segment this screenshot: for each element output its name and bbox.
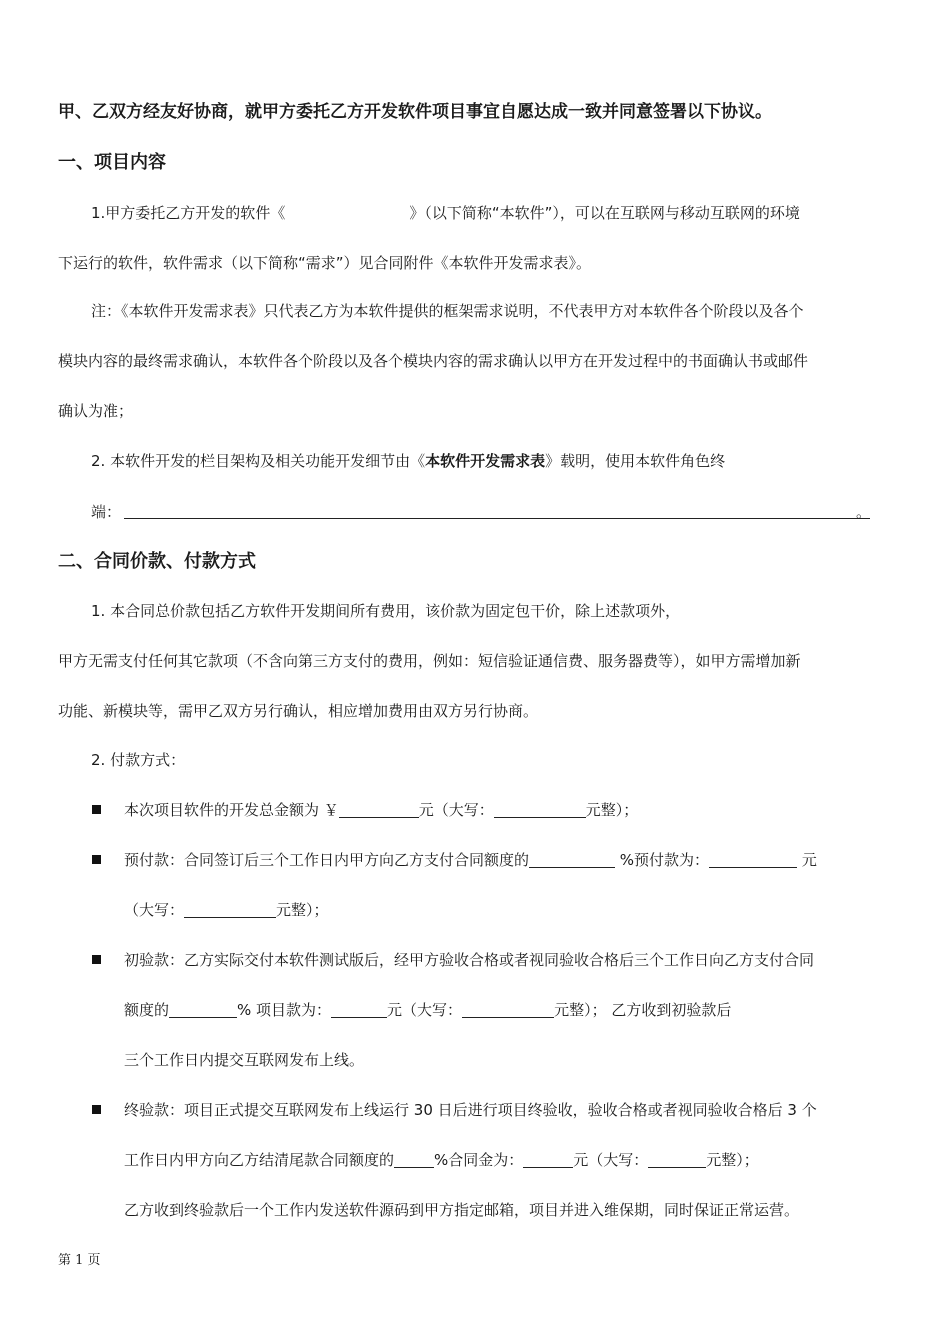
final-uppercase-blank[interactable] [648,1151,706,1168]
bullet-2-line2 [124,899,329,921]
b1-text-b: 元（大写： [418,801,494,819]
b3-line2-b: % 项目款为： [237,1001,332,1019]
s1-p2-line1-a: 2. 本软件开发的栏目架构及相关功能开发细节由《 [91,452,426,470]
b3-line2-a: 额度的 [124,1001,170,1019]
b2-line2-b: 元整）； [276,901,329,919]
s2-p1-line3: 功能、新模块等，需甲乙双方另行确认，相应增加费用由双方另行协商。 [58,702,539,720]
s1-p1-line1 [91,202,800,224]
s2-p2-heading: 2. 付款方式： [91,751,186,769]
s2-p1-line1: 1. 本合同总价款包括乙方软件开发期间所有费用，该价款为固定包干价，除上述款项外， [91,602,681,620]
total-amount-uppercase-blank[interactable] [494,801,586,818]
bullet-3-line3: 三个工作日内提交互联网发布上线。 [124,1051,365,1069]
s1-p2-line1 [91,450,725,472]
s1-note-line2: 模块内容的最终需求确认，本软件各个阶段以及各个模块内容的需求确认以甲方在开发过程中的书面确认书或邮件 [58,352,809,370]
bullet-4-line1: 终验款：项目正式提交互联网发布上线运行 30 日后进行项目终验收，验收合格或者视同验收合格后 3 个 [124,1101,817,1119]
total-amount-blank[interactable] [339,801,419,818]
initial-amount-blank[interactable] [331,1001,387,1018]
section1-heading: 一、项目内容 [58,152,166,173]
initial-uppercase-blank[interactable] [462,1001,554,1018]
prepay-uppercase-blank[interactable] [184,901,276,918]
bullet-4-line2 [124,1149,759,1171]
s1-p1-line1-a: 1.甲方委托乙方开发的软件《 [91,204,286,222]
b3-line2-d: 元整）； 乙方收到初验款后 [554,1001,732,1019]
s1-p2-line2-label: 端： [91,503,122,521]
intro-statement: 甲、乙双方经友好协商，就甲方委托乙方开发软件项目事宜自愿达成一致并同意签署以下协议。 [58,102,772,122]
bullet-2-marker [92,855,101,864]
role-terminal-blank[interactable] [124,518,870,519]
bullet-4-marker [92,1105,101,1114]
section2-heading: 二、合同价款、付款方式 [58,551,256,572]
b4-line2-a: 工作日内甲方向乙方结清尾款合同额度的 [124,1151,395,1169]
bullet-4-line3: 乙方收到终验款后一个工作内发送软件源码到甲方指定邮箱，项目并进入维保期，同时保证正常运营。 [124,1201,800,1219]
prepay-amount-blank[interactable] [709,851,797,868]
b4-line2-d: 元整）； [706,1151,759,1169]
final-amount-blank[interactable] [523,1151,573,1168]
s1-p1-line1-b: 》（以下简称“本软件”），可以在互联网与移动互联网的环境 [409,204,800,222]
s1-p2-line1-bold: 本软件开发需求表 [425,452,546,470]
page-number: 第 1 页 [58,1253,101,1268]
b1-text-a: 本次项目软件的开发总金额为 ￥ [124,801,339,819]
bullet-3-line2 [124,999,731,1021]
s1-note-line1: 注：《本软件开发需求表》只代表乙方为本软件提供的框架需求说明，不代表甲方对本软件各个阶段以及各个 [91,302,804,320]
bullet-3-line1: 初验款：乙方实际交付本软件测试版后，经甲方验收合格或者视同验收合格后三个工作日向乙方支付合同 [124,951,815,969]
initial-percent-blank[interactable] [169,1001,237,1018]
bullet-1-marker [92,805,101,814]
b4-line2-b: %合同金为： [434,1151,524,1169]
b2-line2-a: （大写： [124,901,185,919]
bullet-2-line1 [124,849,817,871]
s2-p1-line2: 甲方无需支付任何其它款项（不含向第三方支付的费用，例如：短信验证通信费、服务器费等），如甲方需增加新 [58,652,801,670]
prepay-percent-blank[interactable] [529,851,615,868]
s1-p1-line2: 下运行的软件，软件需求（以下简称“需求”）见合同附件《本软件开发需求表》。 [58,254,592,272]
b3-line2-c: 元（大写： [387,1001,463,1019]
final-percent-blank[interactable] [394,1151,434,1168]
bullet-1-line [124,799,638,821]
b2-text-a: 预付款：合同签订后三个工作日内甲方向乙方支付合同额度的 [124,851,530,869]
s1-p2-line1-b: 》载明，使用本软件角色终 [545,452,726,470]
bullet-3-marker [92,955,101,964]
b1-text-c: 元整）； [585,801,639,819]
b2-text-c: 元 [797,851,817,869]
s1-note-line3: 确认为准； [58,402,134,420]
b4-line2-c: 元（大写： [573,1151,649,1169]
b2-text-b: %预付款为： [615,851,710,869]
s1-p2-line2-end: 。 [856,503,872,521]
